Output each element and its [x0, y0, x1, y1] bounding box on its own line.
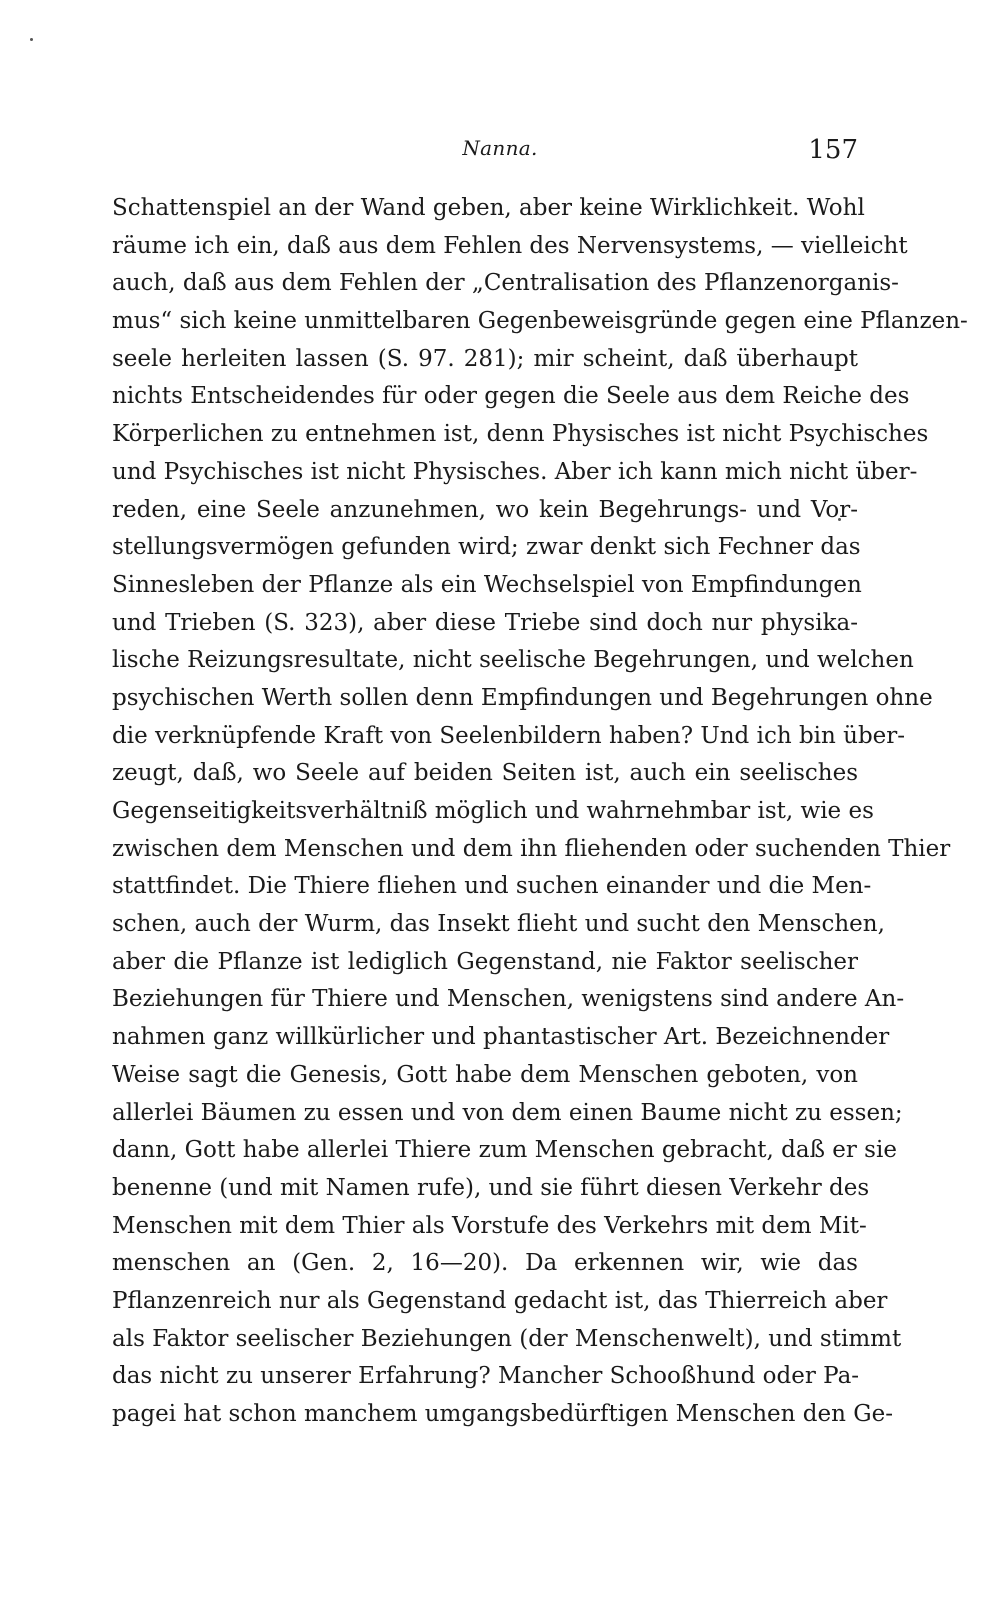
text-line: menschen an (Gen. 2, 16—20). Da erkennen wir, wie das — [112, 1250, 858, 1277]
text-line: Sinnesleben der Pflanze als ein Wechselspiel von Empfindungen — [112, 571, 862, 598]
page-number: 157 — [808, 135, 858, 165]
text-line: und Psychisches ist nicht Physisches. Aber ich kann mich nicht über- — [112, 458, 918, 485]
text-line: Gegenseitigkeitsverhältniß möglich und wahrnehmbar ist, wie es — [112, 798, 874, 824]
text-line: psychischen Werth sollen denn Empfindungen und Begehrungen ohne — [112, 684, 933, 711]
text-line: Schattenspiel an der Wand geben, aber keine Wirklichkeit. Wohl — [112, 195, 865, 221]
text-line: Körperlichen zu entnehmen ist, denn Physisches ist nicht Psychisches — [112, 421, 929, 448]
text-line: schen, auch der Wurm, das Insekt flieht und sucht den Menschen, — [112, 911, 885, 938]
text-line: allerlei Bäumen zu essen und von dem einen Baume nicht zu essen; — [112, 1099, 903, 1126]
text-line: die verknüpfende Kraft von Seelenbildern haben? Und ich bin über- — [112, 722, 906, 749]
text-line: reden, eine Seele anzunehmen, wo kein Begehrungs- und Vor- — [112, 496, 858, 523]
text-line: das nicht zu unserer Erfahrung? Mancher Schooßhund oder Pa- — [112, 1363, 860, 1390]
text-line: Pflanzenreich nur als Gegenstand gedacht ist, das Thierreich aber — [112, 1287, 888, 1314]
text-line: Weise sagt die Genesis, Gott habe dem Menschen geboten, von — [112, 1061, 858, 1088]
text-line: lische Reizungsresultate, nicht seelische Begehrungen, und welchen — [112, 647, 914, 674]
text-line: dann, Gott habe allerlei Thiere zum Menschen gebracht, daß er sie — [112, 1137, 897, 1164]
scan-speck — [30, 38, 33, 41]
text-line: aber die Pflanze ist lediglich Gegenstand, nie Faktor seelischer — [112, 948, 858, 975]
text-line: stellungsvermögen gefunden wird; zwar denkt sich Fechner das — [112, 534, 861, 561]
text-line: nahmen ganz willkürlicher und phantastischer Art. Bezeichnender — [112, 1024, 890, 1051]
text-line: Menschen mit dem Thier als Vorstufe des Verkehrs mit dem Mit- — [112, 1212, 867, 1239]
text-line: Beziehungen für Thiere und Menschen, wenigstens sind andere An- — [112, 986, 905, 1013]
text-line: pagei hat schon manchem umgangsbedürftigen Menschen den Ge- — [112, 1401, 894, 1427]
running-header: Nanna. — [462, 136, 538, 160]
text-line: mus“ sich keine unmittelbaren Gegenbeweisgründe gegen eine Pflanzen- — [112, 308, 968, 335]
text-line: benenne (und mit Namen rufe), und sie führt diesen Verkehr des — [112, 1174, 870, 1201]
text-line: und Trieben (S. 323), aber diese Triebe sind doch nur physika- — [112, 609, 858, 636]
body-text — [112, 190, 968, 1434]
text-line: auch, daß aus dem Fehlen der „Centralisation des Pflanzenorganis- — [112, 270, 899, 297]
text-line: räume ich ein, daß aus dem Fehlen des Nervensystems, — vielleicht — [112, 232, 908, 259]
text-line: stattfindet. Die Thiere fliehen und suchen einander und die Men- — [112, 873, 872, 900]
text-line: zeugt, daß, wo Seele auf beiden Seiten ist, auch ein seelisches — [112, 760, 858, 787]
text-line: nichts Entscheidendes für oder gegen die Seele aus dem Reiche des — [112, 383, 910, 410]
text-line: als Faktor seelischer Beziehungen (der Menschenwelt), und stimmt — [112, 1325, 902, 1352]
text-line: seele herleiten lassen (S. 97. 281); mir scheint, daß überhaupt — [112, 345, 858, 372]
text-line: zwischen dem Menschen und dem ihn fliehenden oder suchenden Thier — [112, 835, 951, 862]
